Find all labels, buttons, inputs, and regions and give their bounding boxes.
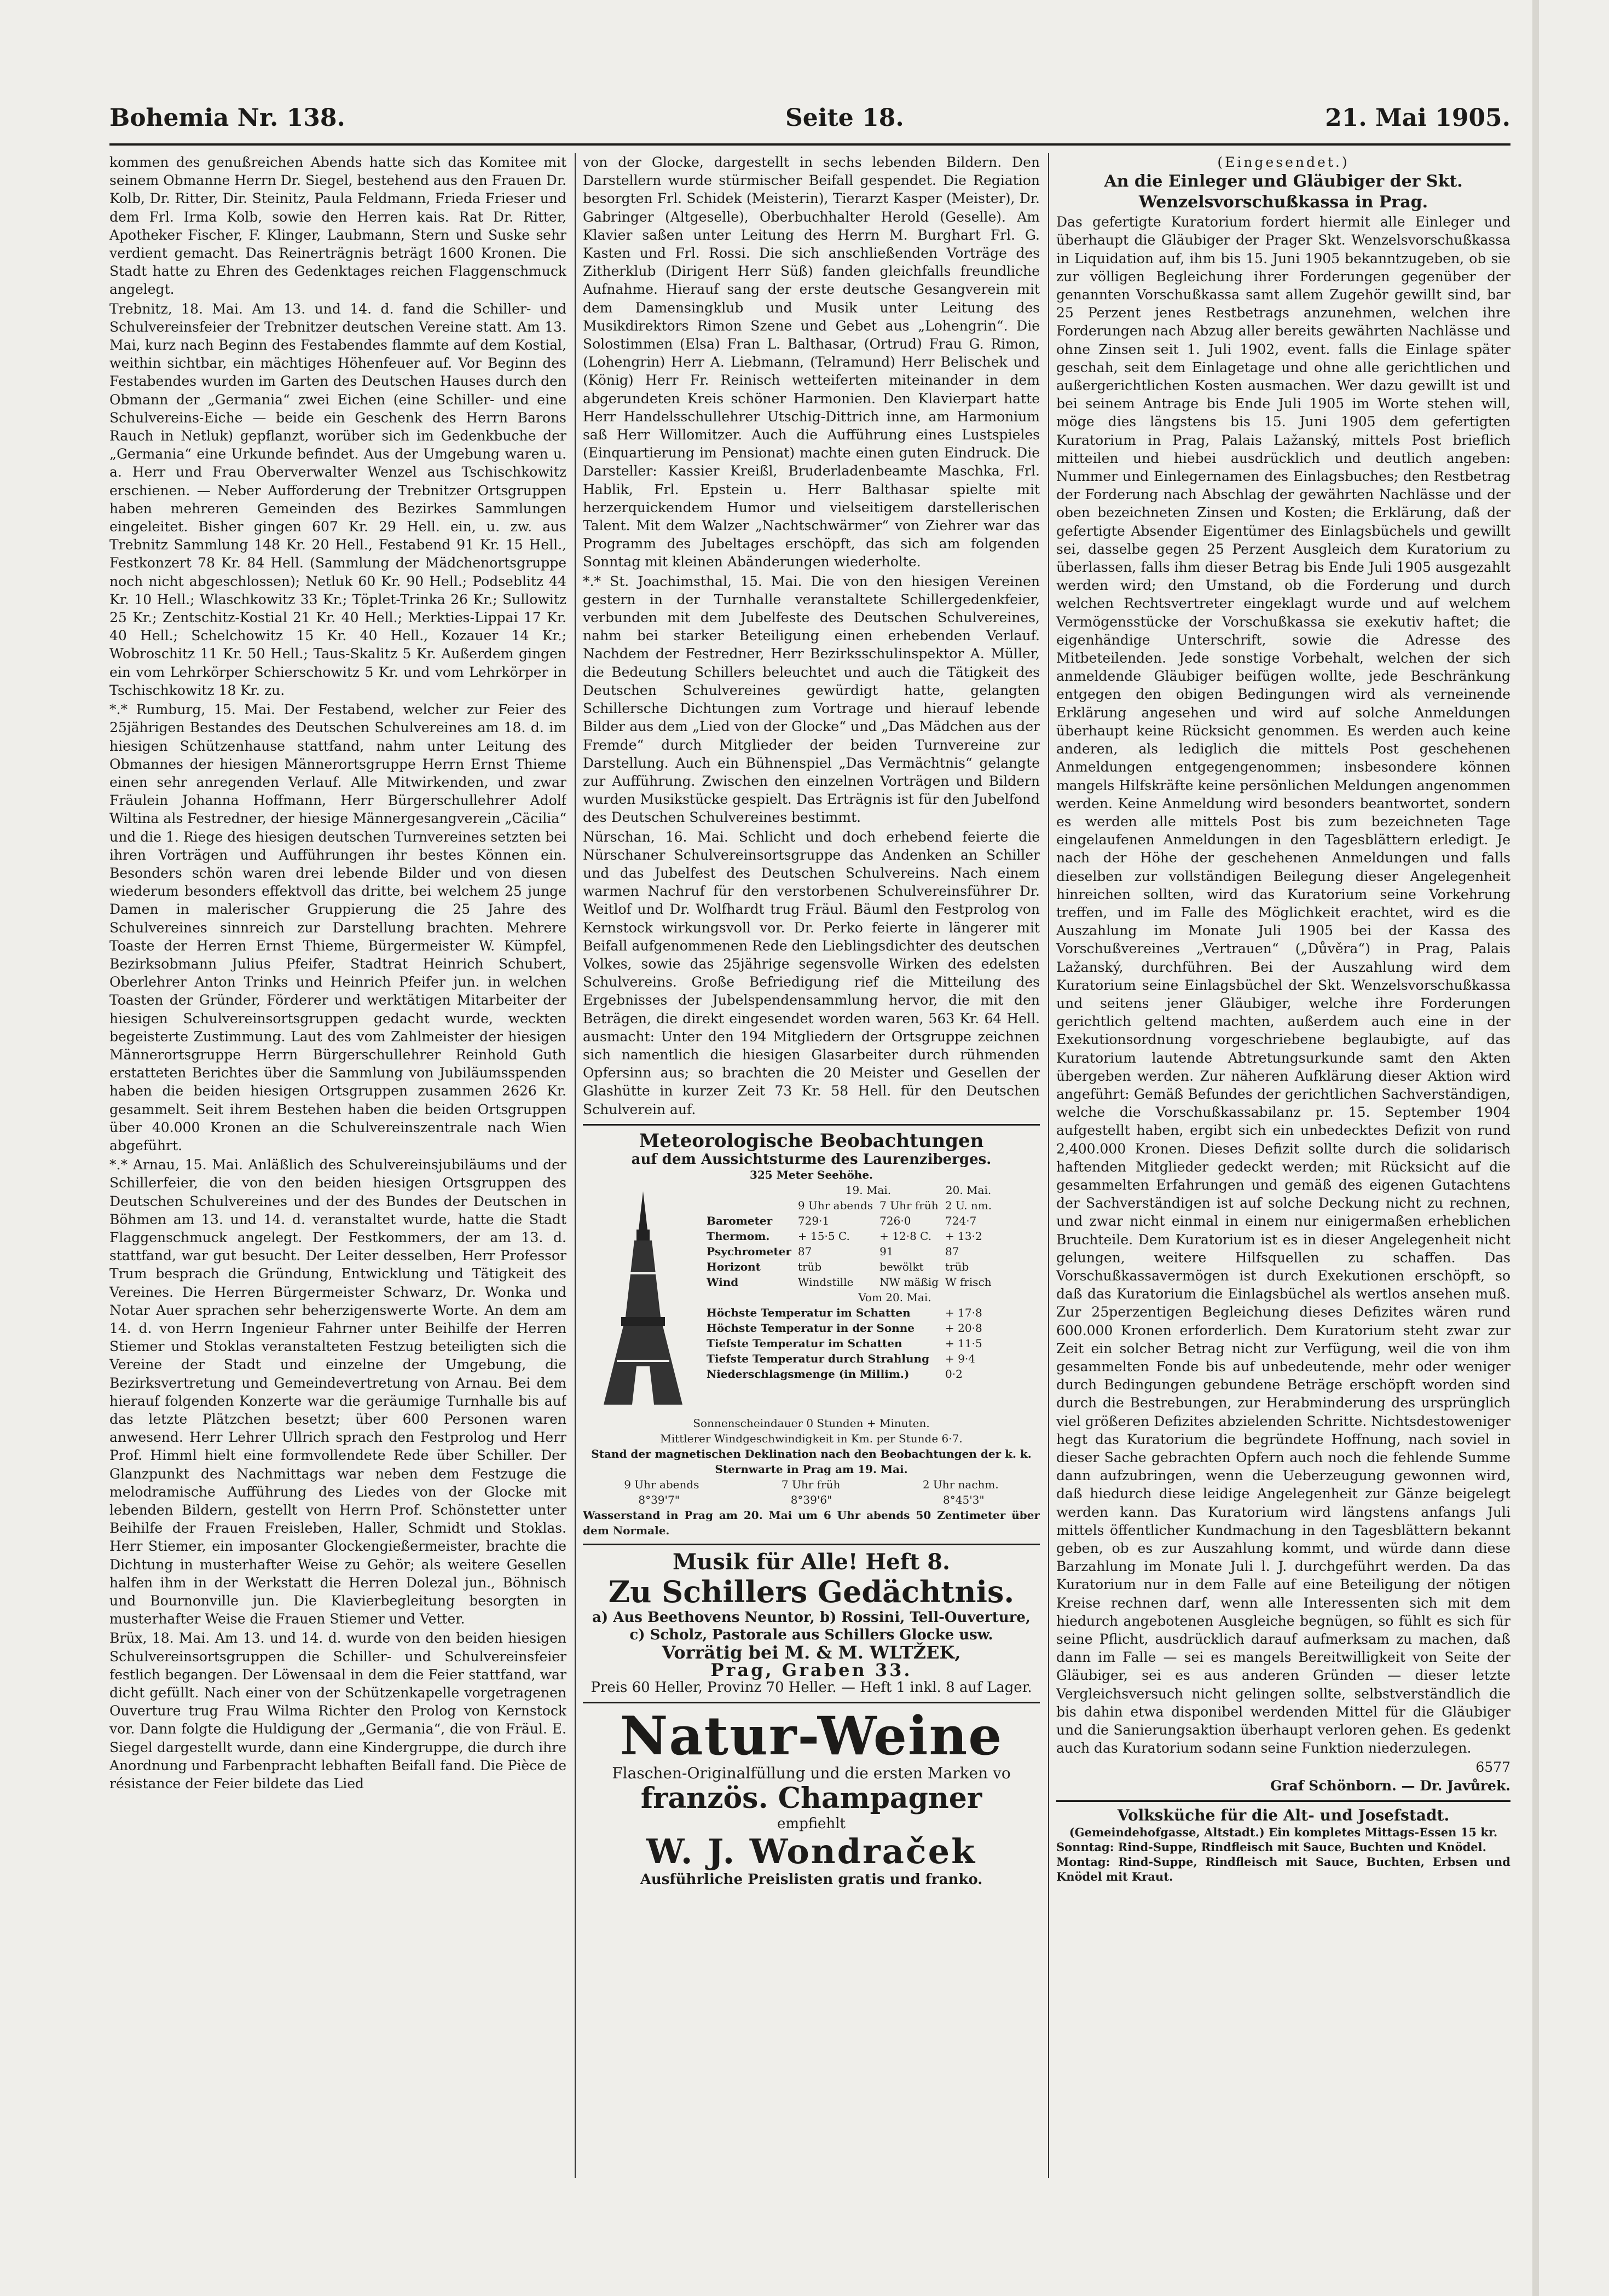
masthead-rule	[109, 143, 1510, 146]
music-ad-line3: a) Aus Beethovens Neuntor, b) Rossini, Tell-Ouverture, c) Scholz, Pastorale aus Schillers Glocke usw.	[592, 1609, 1031, 1643]
masthead-issue: Bohemia Nr. 138.	[109, 104, 345, 132]
wine-ad-line6: Ausführliche Preislisten gratis und franko.	[640, 1871, 983, 1888]
value-cell: 8°45'3"	[943, 1493, 985, 1506]
newspaper-page	[109, 104, 1510, 2183]
value-cell: 8°39'7"	[638, 1493, 680, 1506]
notice-code: 6577	[1475, 1759, 1510, 1776]
magnet-times	[583, 1477, 1040, 1492]
table-row: Thermom. + 15·5 C. + 12·8 C. + 13·2	[707, 1229, 982, 1243]
kitchen-sunday: Sonntag: Rind-Suppe, Rindfleisch mit Sauce, Buchten und Knödel.	[1056, 1840, 1486, 1854]
article-trebnitz: Trebnitz, 18. Mai. Am 13. und 14. d. fand die Schiller- und Schulvereinsfeier der Trebnitzer deutschen Vereine statt. Am 13. Mai, kurz nach Beginn des Festabendes flammte auf dem Kostial, weithin sichtbar, ein mächtiges Höhenfeuer auf. Vor Beginn des Festabendes wurden im Garten des Deutschen Hauses durch den Obmann der „Germania“ zwei Eichen (eine Schiller- und eine Schulvereins-Eiche — beide ein Geschenk des Herrn Barons Rauch in Netluk) gepflanzt, worüber sich im Gedenkbuche der „Germania“ eine Urkunde befindet. Aus der Umgebung waren u. a. Herr und Frau Oberverwalter Wenzel aus Tschischkowitz erschienen. — Neber Aufforderung der Trebnitzer Ortsgruppen haben mehreren Gemeinden des Bezirkes Sammlungen eingeleitet. Bisher gingen 607 Kr. 29 Hell. ein, u. zw. aus Trebnitz Sammlung 148 Kr. 20 Hell., Festabend 91 Kr. 15 Hell., Festkonzert 78 Kr. 84 Hell. (Sammlung der Mädchenortsgruppe noch nicht abgeschlossen); Netluk 60 Kr. 90 Hell.; Podseblitz 44 Kr. 10 Hell.; Wlaschkowitz 33 Kr.; Töplet-Trinka 26 Kr.; Sullowitz 25 Kr.; Zentschitz-Kostial 21 Kr. 40 Hell.; Merkties-Lippai 17 Kr. 40 Hell.; Schelchowitz 15 Kr. 40 Hell., Kozauer 14 Kr.; Wobroschitz 11 Kr. 50 Hell.; Taus-Skalitz 5 Kr. Außerdem gingen ein vom Lehrkörper Schierschowitz 5 Kr. und vom Lehrkörper in Tschischkowitz 18 Kr. zu.	[109, 300, 566, 698]
wine-ad-line3: französ. Champagner	[640, 1781, 982, 1815]
notice-signature: Graf Schönborn. — Dr. Javůrek.	[1270, 1777, 1510, 1794]
time-cell: 7 Uhr früh	[781, 1477, 841, 1491]
music-ad-line6: Preis 60 Heller, Provinz 70 Heller. — Heft 1 inkl. 8 auf Lager.	[591, 1679, 1032, 1696]
time-cell: 7 Uhr früh	[879, 1198, 939, 1212]
table-row: Niederschlagsmenge (in Millim.) 0·2	[707, 1367, 963, 1381]
music-ad-line2: Zu Schillers Gedächtnis.	[608, 1574, 1015, 1609]
value-cell: 8°39'6"	[790, 1493, 832, 1506]
table-row: Tiefste Temperatur durch Strahlung + 9·4	[707, 1352, 975, 1365]
wine-ad-line5: W. J. Wondraček	[646, 1831, 977, 1871]
date-cell: 19. Mai.	[845, 1183, 892, 1197]
table-row: Höchste Temperatur im Schatten + 17·8	[707, 1306, 982, 1319]
table-row: Horizont trüb bewölkt trüb	[707, 1260, 969, 1273]
masthead	[109, 104, 1510, 142]
table-row: Wind Windstille NW mäßig W frisch	[707, 1275, 992, 1289]
wine-ad	[583, 1702, 1040, 1888]
wine-ad-title: Natur-Weine	[620, 1704, 1003, 1767]
time-cell: 2 U. nm.	[945, 1198, 992, 1212]
weather-height: 325 Meter Seehöhe.	[749, 1168, 873, 1181]
time-cell: 2 Uhr nachm.	[922, 1477, 999, 1491]
article-arnau: *.* Arnau, 15. Mai. Anläßlich des Schulvereinsjubiläums und der Schillerfeier, die von den beiden hiesigen Ortsgruppen des Deutschen Schulvereines und der des Bundes der Deutschen in Böhmen am 13. und 14. d. veranstaltet wurde, hatte die Stadt Flaggenschmuck angelegt. Der Festkommers, der am 13. d. stattfand, war gut besucht. Der Leiter desselben, Herr Professor Trum besprach die Gründung, Entwicklung und Tätigkeit des Vereines. Die Herren Bürgermeister Schwarz, Dr. Wonka und Notar Auer sprachen sehr beherzigenswerte Worte. An dem am 14. d. von Herrn Ingenieur Fahrner unter Beihilfe der Herren Stiemer und Stoklas veranstalteten Festzug beteiligten sich die Vereine der Stadt und einzelne der Umgebung, die Bezirksvertretung und Gemeindevertretung von Arnau. Bei dem hierauf folgenden Konzerte war die geräumige Turnhalle bis auf das letzte Plätzchen besetzt; über 600 Personen waren anwesend. Herr Lehrer Ullrich sprach den Festprolog und Herr Prof. Himml hielt eine formvollendete Rede über Schiller. Der Glanzpunkt des Nachmittags war neben dem Festzuge die melodramische Aufführung des Liedes von der Glocke mit lebenden Bildern, gestellt von Herrn Prof. Schönstetter unter Beihilfe der Frauen Freisleben, Haller, Schmidt und Stoklas. Herr Stiemer, ein imposanter Glockengießermeister, brachte die Dichtung in musterhafter Weise zu Gehör; als weitere Gesellen halfen ihm in der Werkstatt die Herren Dolezal jun., Böhnisch und Bournonville jun. Die Klavierbegleitung besorgten in musterhafter Weise die Frauen Stiemer und Vetter.	[109, 1157, 566, 1627]
music-ad	[583, 1544, 1040, 1696]
time-cell: 9 Uhr abends	[797, 1198, 873, 1212]
article-rumburg: *.* Rumburg, 15. Mai. Der Festabend, welcher zur Feier des 25jährigen Bestandes des Deutschen Schulvereines am 18. d. im hiesigen Schützenhause stattfand, nahm unter Leitung des Obmannes der hiesigen Männerortsgruppe Herrn Ernst Thieme einen sehr anregenden Verlauf. Alle Mitwirkenden, und zwar Fräulein Johanna Hoffmann, Herr Bürgerschullehrer Adolf Wiltina als Festredner, der hiesige Männergesangverein „Cäcilia“ und die 1. Riege des hiesigen deutschen Turnvereines setzten bei ihren Vorträgen und Aufführungen ihr bestes Können ein. Besonders schön waren drei lebende Bilder und von diesen wiederum besonders effektvoll das dritte, bei welchem 25 junge Damen in malerischer Gruppierung die 25 Jahre des Schulvereines sinnreich zur Darstellung brachten. Mehrere Toaste der Herren Ernst Thieme, Bürgermeister W. Kümpfel, Bezirksobmann Julius Pfeifer, Stadtrat Heinrich Schubert, Oberlehrer Anton Trinks und Heinrich Pfeifer jun. in welchen Toasten der Gründer, Förderer und werktätigen Mitarbeiter der hiesigen Schulvereinsortsgruppen gedacht wurde, weckten begeisterte Zustimmung. Laut des vom Zahlmeister der hiesigen Männerortsgruppe Herrn Bürgerschullehrer Reinhold Guth erstatteten Berichtes über die Sammlung von Jubiläumsspenden haben die beiden hiesigen Ortsgruppen zusammen 2626 Kr. gesammelt. Seit ihrem Bestehen haben die beiden Ortsgruppen über 40.000 Kronen an die Schulvereinszentrale nach Wien abgeführt.	[109, 701, 566, 1153]
table-row: Höchste Temperatur in der Sonne + 20·8	[707, 1321, 982, 1335]
magnet-note: Stand der magnetischen Deklination nach den Beobachtungen der k. k. Sternwarte in Prag am 19. Mai.	[591, 1447, 1032, 1476]
page-edge	[1532, 0, 1539, 2296]
weather-title: Meteorologische Beobachtungen	[639, 1129, 984, 1152]
weather-table	[703, 1182, 995, 1382]
kitchen-notice	[1056, 1800, 1510, 1884]
wine-ad-line4: empfiehlt	[777, 1815, 846, 1832]
music-ad-line1: Musik für Alle! Heft 8.	[673, 1549, 950, 1575]
weather-subtitle: auf dem Aussichtsturme des Laurenziberges.	[631, 1151, 992, 1168]
kitchen-title: Volksküche für die Alt- und Josefstadt.	[1117, 1806, 1450, 1824]
column-2	[583, 153, 1040, 2178]
music-ad-line5: Prag, Graben 33.	[710, 1659, 912, 1680]
eingesendet-label: (Eingesendet.)	[1217, 154, 1350, 170]
article-bruex: Brüx, 18. Mai. Am 13. und 14. d. wurde von den beiden hiesigen Schulvereinsortsgruppen die Schiller- und Schulvereinsfeier festlich begangen. Der Löwensaal in dem die Feier stattfand, war dicht gefüllt. Nach einer von der Schützenkapelle vorgetragenen Ouverture trug Frau Wilma Richter den Prolog von Kernstock vor. Dann folgte die Huldigung der „Germania“, die von Fräul. E. Siegel dargestellt wurde, dann eine Kindergruppe, die durch ihre Anordnung und Farbenpracht lebhaften Beifall fand. Die Pièce de résistance der Feier bildete das Lied	[109, 1630, 566, 1792]
table-row: Barometer 729·1 726·0 724·7	[707, 1214, 977, 1227]
time-cell: 9 Uhr abends	[624, 1477, 699, 1491]
tower-illustration	[588, 1186, 698, 1416]
table-row: Tiefste Temperatur im Schatten + 11·5	[707, 1336, 982, 1350]
article-paragraph: von der Glocke, dargestellt in sechs lebenden Bildern. Den Darstellern wurde stürmischer Beifall gespendet. Die Regiation besorgten Frl. Schidek (Meisterin), Tierarzt Kasper (Meister), Dr. Gabringer (Altgeselle), Oberbuchhalter Herold (Geselle). Am Klavier saßen unter Leitung des Herrn M. Burghart Frl. G. Kasten und Frl. Rossi. Die sich anschließenden Vorträge des Zitherklub (Dirigent Herr Süß) fanden gleichfalls freundliche Aufnahme. Hierauf sang der erste deutsche Gesangverein mit dem Damensingklub und Musik unter Leitung des Musikdirektors Rimon Szene und Gebet aus „Lohengrin“. Die Solostimmen (Elsa) Fran L. Balthasar, (Ortrud) Frau G. Rimon, (Lohengrin) Herr A. Liebmann, (Telramund) Herr Belischek und (König) Herr Fr. Reinisch wetteiferten miteinander in dem abgerundeten Kreis schöner Harmonien. Den Klavierpart hatte Herr Handelsschullehrer Utschig-Dittrich inne, am Harmonium saß Herr Willomitzer. Auch die Aufführung eines Lustspieles (Einquartierung im Pensionat) machte einen guten Eindruck. Die Darsteller: Kassier Kreißl, Bruderladenbeamte Maschka, Frl. Hablik, Frl. Epstein u. Herr Balthasar spielte mit herzerquickendem Humor und vielseitigem darstellerischen Talent. Mit dem Walzer „Nachtschwärmer“ von Ziehrer war das Programm des Jubeltages erschöpft, das sich am folgenden Sonntag mit kleinen Abänderungen wiederholte.	[583, 154, 1040, 570]
magnet-values	[583, 1492, 1040, 1508]
masthead-page: Seite 18.	[785, 104, 904, 132]
notice-title: An die Einleger und Gläubiger der Skt. Wenzelsvorschußkassa in Prag.	[1104, 172, 1463, 212]
wine-ad-line2: Flaschen-Originalfüllung und die ersten Marken vo	[612, 1764, 1011, 1782]
table-row: Psychrometer 87 91 87	[707, 1244, 959, 1258]
masthead-date: 21. Mai 1905.	[1325, 104, 1510, 132]
music-ad-line4: Vorrätig bei M. & M. WLTŽEK,	[662, 1642, 961, 1663]
sunshine-note: Sonnenscheindauer 0 Stunden + Minuten.	[693, 1416, 930, 1430]
article-nuerschan: Nürschan, 16. Mai. Schlicht und doch erhebend feierte die Nürschaner Schulvereinsortsgruppe das Andenken an Schiller und das Jubelfest des Deutschen Schulvereins. Nach einem warmen Nachruf für den verstorbenen Schulvereinsführer Dr. Weitlof und Dr. Wolfhardt trug Fräul. Bäuml den Festprolog von Kernstock wirkungsvoll vor. Dr. Perko feierte in längerer mit Beifall aufgenommenen Rede den Lieblingsdichter des deutschen Volkes, sowie das 25jährige segensvolle Wirken des edelsten Schulvereins. Große Befriedigung rief die Mitteilung des Ergebnisses der Jubelspendensammlung hervor, die mit den Beträgen, die direkt eingesendet worden waren, 563 Kr. 64 Hell. ausmacht: Unter den 194 Mitgliedern der Ortsgruppe zeichnen sich namentlich die hiesigen Glasarbeiter durch rühmenden Opfersinn aus; so brachten die 20 Meister und Gesellen der Glashütte in kurzer Zeit 73 Kr. 58 Hell. für den Deutschen Schulverein auf.	[583, 828, 1040, 1117]
article-joachimsthal: *.* St. Joachimsthal, 15. Mai. Die von den hiesigen Vereinen gestern in der Turnhalle veranstaltete Schillergedenkfeier, verbunden mit dem Jubelfeste des Deutschen Schulvereines, nahm bei starker Beteiligung einen erhebenden Verlauf. Nachdem der Festredner, Herr Bezirksschulinspektor A. Müller, die Bedeutung Schillers beleuchtet und auch die Tätigkeit des Deutschen Schulvereines gewürdigt hatte, gelangten Schillersche Dichtungen zum Vortrage und hierauf lebende Bilder aus dem „Lied von der Glocke“ und „Das Mädchen aus der Fremde“ durch Mitglieder der beiden Turnvereine zur Darstellung. Auch ein Bühnenspiel „Das Vermächtnis“ gelangte zur Aufführung. Zwischen den einzelnen Vorträgen und Bildern wurden Musikstücke gespielt. Das Erträgnis ist für den Jubelfond des Deutschen Schulvereines bestimmt.	[583, 573, 1040, 826]
column-3	[1056, 153, 1510, 2178]
kitchen-monday: Montag: Rind-Suppe, Rindfleisch mit Sauce, Buchten, Erbsen und Knödel mit Kraut.	[1056, 1854, 1510, 1883]
column-1	[109, 153, 566, 2178]
wind-note: Mittlerer Windgeschwindigkeit in Km. per Stunde 6·7.	[660, 1431, 963, 1445]
kitchen-address: (Gemeindehofgasse, Altstadt.) Ein kompletes Mittags-Essen 15 kr.	[1069, 1825, 1498, 1839]
weather-box	[583, 1124, 1040, 1538]
notice-body: Das gefertigte Kuratorium fordert hiermit alle Einleger und überhaupt die Gläubiger der Prager Skt. Wenzelsvorschußkassa in Liquidation auf, ihm bis 15. Juni 1905 bekanntzugeben, ob sie zur völligen Begleichung ihrer Forderungen gegenüber der genannten Vorschußkassa samt allem Zugehör gewillt sind, bar 25 Perzent jenes Restbetrags anzunehmen, welchen ihre Forderungen nach Abzug aller bereits gewährten Nachlässe und ohne Zinsen seit 1. Juli 1902, event. falls die Einlage später geschah, seit dem Einlagetage und ohne alle gerichtlichen und außergerichtlichen Kosten ausmachen. Wer dazu gewillt ist und bei seinem Antrage bis Ende Juli 1905 im Worte stehen will, möge dies längstens bis 15. Juni 1905 dem gefertigten Kuratorium in Prag, Palais Lažanský, mittels Post brieflich mitteilen und hiebei ausdrücklich und deutlich angeben: Nummer und Einlegernamen des Einlagsbuches; den Restbetrag der Forderung nach Abschlag der gewährten Nachlässe und der oben bezeichneten Zinsen und Kosten; die Erklärung, daß der gefertigte Absender Eigentümer des Einlagsbüchels und gewillt sei, dasselbe gegen 25 Perzent Ausgleich dem Kuratorium zu überlassen, falls ihm dieser Betrag bis Ende Juli 1905 ausgezahlt werden wird; den Umstand, ob die Forderung und durch welchen Rechtsvertreter eingeklagt wurde und auf welchem Vermögensstücke der Vorschußkassa sie exekutiv haftet; die eigenhändige Unterschrift, sowie die Adresse des Mitbeteilenden. Jede sonstige Vorbehalt, welchen der sich anmeldende Gläubiger beifügen wollte, jede Beschränkung entgegen den obigen Bedingungen wird als verneinende Erklärung angesehen und wird auf solche Anmeldungen überhaupt keine Rücksicht genommen. Es werden auch keine anderen, als lediglich die mittels Post geschehenen Anmeldungen entgegengenommen; insbesondere können mangels Hilfskräfte keine persönlichen Meldungen angenommen werden. Keine Anmeldung wird besonders beantwortet, sondern es werden alle mittels Post bis zum bezeichneten Tage eingelaufenen Anmeldungen in den Tagesblättern erledigt. Je nach der Höhe der geschehenen Anmeldungen und falls dieselben zur vollständigen Beilegung dieser Angelegenheit hinreichen sollten, wird das Kuratorium seine Vorkehrung treffen, und im Falle des Möglichkeit erachtet, wird es die Auszahlung im Monate Juli 1905 bei der Kassa des Vorschußvereines „Vertrauen“ („Důvěra“) in Prag, Palais Lažanský, durchführen. Bei der Auszahlung wird dem Kuratorium seine Einlagsbüchel der Skt. Wenzelsvorschußkassa und seitens jener Gläubiger, welche ihre Forderungen gerichtlich geltend machten, außerdem auch eine in der Exekutionsordnung vorgeschriebene beglaubigte, auf das Kuratorium lautende Abtretungsurkunde samt den Akten übergeben werden. Zur näheren Aufklärung dieser Aktion wird angeführt: Gemäß Befundes der gerichtlichen Sachverständigen, welche die Vorschußkassabilanz pr. 15. September 1904 aufgestellt haben, ergibt sich ein unbedecktes Defizit von rund 2,400.000 Kronen. Dieses Defizit sollte durch die solidarisch haftenden Mitglieder gedeckt werden; mit Rücksicht auf die gesammelten Erfahrungen und gemäß des eigenen Gutachtens der Sachverständigen ist auf solche Deckung nicht zu rechnen, und zwar nicht einmal in einem nur einigermaßen erheblichen Bruchteile. Dem Kuratorium ist es in dieser Angelegenheit nicht gelungen, weitere Hilfsquellen zu schaffen. Das Vorschußkassavermögen ist durch Exekutionen erschöpft, so daß das Kuratorium die Einlagsbüchel als wertlos ansehen muß. Zur 25perzentigen Begleichung dieses Defizites wären rund 600.000 Kronen erforderlich. Dem Kuratorium steht zwar zur Zeit ein solcher Betrag nicht zur Verfügung, weil die von ihm gesammelten Fonde bis auf unbedeutende, mehr oder weniger durch Bedingungen gebundene Beträge erschöpft worden sind durch die Bestrebungen, zur Herabminderung des ursprünglich viel größeren Defizites abzielenden Schritte. Nichtsdestoweniger hegt das Kuratorium die begründete Hoffnung, nach soviel in dieser Sache gebrachten Opfern auch noch die fehlende Summe dann aufzubringen, wenn die Ueberzeugung gewonnen wird, daß hiedurch diese leidige Angelegenheit zur Gänze beigelegt werden kann. Das Kuratorium wird längstens anfangs Juli mittels öffentlicher Kundmachung in den Tagesblättern bekannt geben, ob es zur Auszahlung kommt, und würde dann diese Barzahlung im Monate Juli l. J. durchgeführt werden. Da das Kuratorium nur in dem Falle auf eine Beteiligung der nötigen Kreise rechnen darf, wenn alle Interessenten sich mit dem hiedurch angebotenen Ausgleiche begnügen, so fühlt es sich für seine Pflicht, ausdrücklich darauf aufmerksam zu machen, daß dann im Falle — sei es mangels Bereitwilligkeit von Seite der Gläubiger, sei es aus anderen Gründen — dieser letzte Vergleichsversuch nicht gelingen sollte, selbstverständlich die bis dahin etwa disponibel werdenden Mittel für die Gläubiger und die Sanierungsaktion überhaupt verloren gehen. Es gedenkt auch das Kuratorium sodann seine Funktion niederzulegen.	[1056, 214, 1510, 1756]
column-divider	[575, 153, 576, 2178]
water-note: Wasserstand in Prag am 20. Mai um 6 Uhr abends 50 Zentimeter über dem Normale.	[583, 1508, 1040, 1537]
article-paragraph: kommen des genußreichen Abends hatte sich das Komitee mit seinem Obmanne Herrn Dr. Siegel, bestehend aus den Frauen Dr. Kolb, Dr. Ritter, Dir. Steinitz, Paula Feldmann, Frieda Frieser und dem Frl. Irma Kolb, sowie den Herren kais. Rat Dr. Ritter, Apotheker Fischer, F. Klinger, Laubmann, Stern und Suske sehr verdient gemacht. Das Reinerträgnis beträgt 1600 Kronen. Die Stadt hatte zu Ehren des Gedenktages reichen Flaggenschmuck angelegt.	[109, 154, 566, 298]
date-cell: Vom 20. Mai.	[858, 1290, 931, 1304]
date-cell: 20. Mai.	[945, 1183, 992, 1197]
column-divider	[1048, 153, 1049, 2178]
